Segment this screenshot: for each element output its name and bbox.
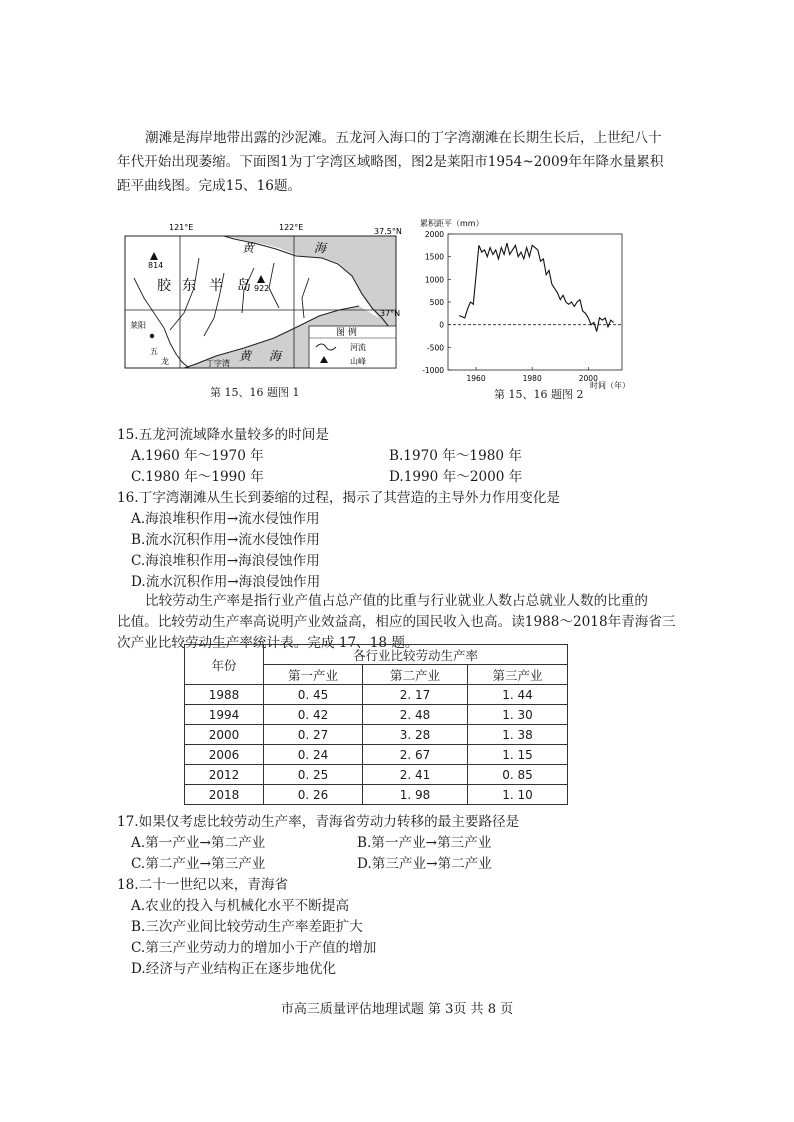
cell-year: 1988 <box>185 685 264 705</box>
table-row <box>185 745 568 765</box>
cell-primary: 0. 25 <box>264 765 363 785</box>
cell-secondary: 2. 41 <box>363 765 468 785</box>
cell-tertiary: 1. 15 <box>468 745 568 765</box>
x-tick-label: 1960 <box>466 374 486 383</box>
cell-secondary: 2. 67 <box>363 745 468 765</box>
peninsula-label-3: 半 <box>209 278 223 294</box>
lat-label-37: 37°N <box>380 309 401 318</box>
bay-label: 丁字湾 <box>206 359 230 368</box>
intro-line-3: 距平曲线图。完成15、16题。 <box>117 178 302 194</box>
intro2-line-2: 比值。比较劳动生产率高说明产业效益高，相应的国民收入也高。读1988～2018年青海省三 <box>117 614 676 630</box>
q15-option-a[interactable]: A.1960 年～1970 年 <box>131 448 264 464</box>
q16-option-d[interactable]: D.流水沉积作用→海浪侵蚀作用 <box>131 574 321 590</box>
q18-stem: 18.二十一世纪以来，青海省 <box>117 877 289 893</box>
y-tick-label: 0 <box>439 320 444 330</box>
river-label-long: 龙 <box>161 357 169 366</box>
cell-tertiary: 1. 10 <box>468 785 568 805</box>
cell-tertiary: 1. 44 <box>468 685 568 705</box>
table-year-header: 年份 <box>185 645 264 685</box>
cell-year: 2006 <box>185 745 264 765</box>
river-branch-6 <box>302 278 309 318</box>
table-row <box>185 785 568 805</box>
q18-option-a[interactable]: A.农业的投入与机械化水平不断提高 <box>131 898 350 914</box>
cell-year: 1994 <box>185 705 264 725</box>
table-col-primary: 第一产业 <box>264 665 363 685</box>
precipitation-anomaly-line <box>459 243 613 331</box>
y-tick-label: 1500 <box>424 252 444 262</box>
cell-secondary: 3. 28 <box>363 725 468 745</box>
cell-secondary: 2. 48 <box>363 705 468 725</box>
cell-primary: 0. 42 <box>264 705 363 725</box>
intro2-line-1: 比较劳动生产率是指行业产值占总产值的比重与行业就业人数占总就业人数的比重的 <box>145 593 648 609</box>
lon-label-122: 122°E <box>279 223 304 232</box>
peak-icon-922 <box>257 275 265 283</box>
question-17 <box>117 812 697 875</box>
figure-1-caption: 第 15、16 题图 1 <box>210 386 300 399</box>
peak-icon-814 <box>150 252 158 260</box>
north-sea-label-1: 黄 <box>242 241 255 255</box>
cell-tertiary: 0. 85 <box>468 765 568 785</box>
y-tick-label: 2000 <box>424 230 444 239</box>
q15-option-d[interactable]: D.1990 年～2000 年 <box>389 469 523 485</box>
page-footer: 市高三质量评估地理试题 第 3页 共 8 页 <box>280 1002 514 1017</box>
figure-2-caption: 第 15、16 题图 2 <box>494 388 584 401</box>
q17-option-c[interactable]: C.第二产业→第三产业 <box>131 856 266 872</box>
table-row <box>185 765 568 785</box>
x-tick-label: 1980 <box>522 374 542 383</box>
river-branch-5 <box>269 263 279 308</box>
peninsula-label-4: 岛 <box>237 278 251 294</box>
south-sea-label-1: 黄 <box>239 349 252 363</box>
q16-option-c[interactable]: C.海浪堆积作用→海浪侵蚀作用 <box>131 553 320 569</box>
table-col-tertiary: 第三产业 <box>468 665 568 685</box>
peninsula-label-1: 胶 <box>157 278 171 294</box>
q15-option-b[interactable]: B.1970 年～1980 年 <box>389 448 522 464</box>
y-tick-label: 1000 <box>424 275 444 285</box>
lat-label-375: 37.5°N <box>374 227 402 236</box>
y-tick-label: -1000 <box>422 366 444 375</box>
city-dot <box>150 334 154 338</box>
cell-secondary: 1. 98 <box>363 785 468 805</box>
q16-option-b[interactable]: B.流水沉积作用→流水侵蚀作用 <box>131 532 320 548</box>
question-18 <box>117 875 697 980</box>
chart-ylabel: 累积距平（mm） <box>420 219 484 228</box>
river-label-wu: 五 <box>150 347 158 356</box>
intro2-line-3: 次产业比较劳动生产率统计表。完成 17、18 题。 <box>117 635 419 651</box>
cell-tertiary: 1. 30 <box>468 705 568 725</box>
productivity-table <box>184 644 568 805</box>
north-sea-label-2: 海 <box>314 241 327 255</box>
peninsula-label-2: 东 <box>182 278 196 294</box>
figure-1-map <box>124 218 406 398</box>
cell-tertiary: 1. 38 <box>468 725 568 745</box>
cell-primary: 0. 27 <box>264 725 363 745</box>
q16-option-a[interactable]: A.海浪堆积作用→流水侵蚀作用 <box>131 511 320 527</box>
legend-peak-label: 山峰 <box>350 357 366 366</box>
q17-option-d[interactable]: D.第三产业→第二产业 <box>357 856 492 872</box>
chart-plot-frame <box>448 234 622 370</box>
q16-stem: 16.丁字湾潮滩从生长到萎缩的过程，揭示了其营造的主导外力作用变化是 <box>117 490 561 506</box>
q18-option-b[interactable]: B.三次产业间比较劳动生产率差距扩大 <box>131 919 363 935</box>
table-row <box>185 685 568 705</box>
table-row <box>185 705 568 725</box>
intro-line-1: 潮滩是海岸地带出露的沙泥滩。五龙河入海口的丁字湾潮滩在长期生长后，上世纪八十 <box>145 130 662 146</box>
cell-year: 2000 <box>185 725 264 745</box>
question-15 <box>117 425 697 488</box>
x-tick-label: 2000 <box>578 374 598 383</box>
y-tick-label: 500 <box>429 298 444 307</box>
south-sea-label-2: 海 <box>269 349 282 363</box>
figure-2-chart <box>412 212 642 392</box>
river-branch-2 <box>170 258 199 330</box>
peak-label-814: 814 <box>148 261 164 270</box>
q18-option-c[interactable]: C.第三产业劳动力的增加小于产值的增加 <box>131 940 377 956</box>
q15-option-c[interactable]: C.1980 年～1990 年 <box>131 469 264 485</box>
y-tick-label: -500 <box>426 343 444 353</box>
q18-option-d[interactable]: D.经济与产业结构正在逐步地优化 <box>131 961 337 977</box>
chart-xlabel: 时间（年） <box>590 381 630 390</box>
city-label: 莱阳 <box>130 321 146 330</box>
intro-paragraph <box>117 126 697 198</box>
cell-secondary: 2. 17 <box>363 685 468 705</box>
cell-primary: 0. 24 <box>264 745 363 765</box>
cell-year: 2012 <box>185 765 264 785</box>
legend-title: 图 例 <box>336 328 357 338</box>
question-16 <box>117 488 697 593</box>
legend-river-label: 河流 <box>350 343 366 352</box>
q15-stem: 15.五龙河流域降水量较多的时间是 <box>117 427 329 443</box>
table-group-header: 各行业比较劳动生产率 <box>264 645 568 665</box>
table-row <box>185 725 568 745</box>
peak-label-922: 922 <box>254 284 270 293</box>
q17-option-b[interactable]: B.第一产业→第三产业 <box>357 835 492 851</box>
cell-primary: 0. 26 <box>264 785 363 805</box>
cell-year: 2018 <box>185 785 264 805</box>
lon-label-121: 121°E <box>169 223 194 232</box>
q17-option-a[interactable]: A.第一产业→第二产业 <box>131 835 266 851</box>
intro-line-2: 年代开始出现萎缩。下面图1为丁字湾区域略图，图2是莱阳市1954~2009年年降水量累积 <box>117 154 664 170</box>
table-col-secondary: 第二产业 <box>363 665 468 685</box>
cell-primary: 0. 45 <box>264 685 363 705</box>
q17-stem: 17.如果仅考虑比较劳动生产率，青海省劳动力转移的最主要路径是 <box>117 814 520 830</box>
